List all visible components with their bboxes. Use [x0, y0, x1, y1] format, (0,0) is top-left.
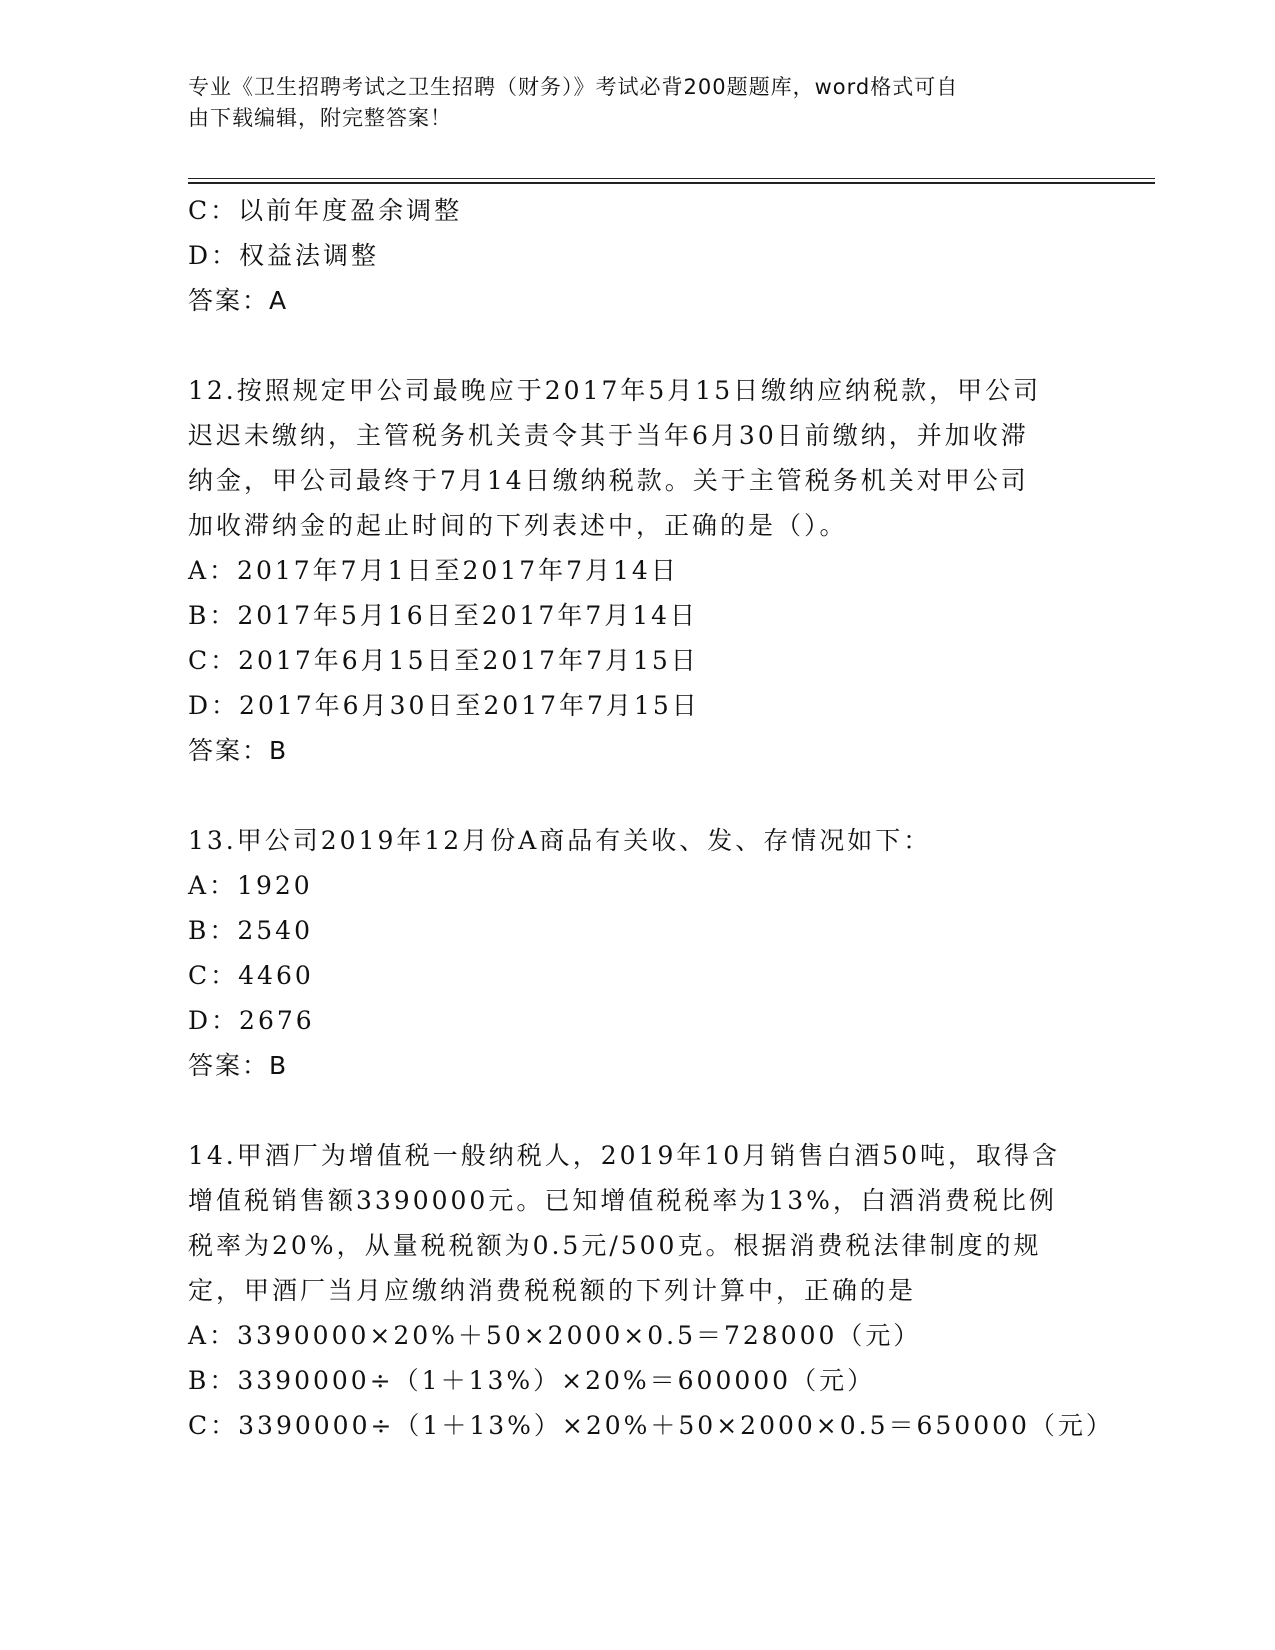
question-stem-line: 税率为20%，从量税税额为0.5元/500克。根据消费税法律制度的规: [188, 1231, 1042, 1260]
option-d: D：2676: [188, 1006, 315, 1035]
spacer: [188, 323, 1088, 368]
option-c: C：3390000÷（1＋13%）×20%＋50×2000×0.5＝650000（元）: [188, 1411, 1114, 1440]
question-13: [188, 818, 1088, 1088]
option-c: C：2017年6月15日至2017年7月15日: [188, 646, 699, 675]
answer-line: 答案：A: [188, 286, 289, 315]
spacer: [188, 1088, 1088, 1133]
option-c: C：以前年度盈余调整: [188, 196, 463, 225]
document-body: [188, 188, 1114, 1448]
option-b: B：2540: [188, 916, 313, 945]
header-line-1: 专业《卫生招聘考试之卫生招聘（财务）》考试必背200题题库，word格式可自: [188, 75, 959, 99]
question-stem-line: 定，甲酒厂当月应缴纳消费税税额的下列计算中，正确的是: [188, 1276, 917, 1305]
answer-line: 答案：B: [188, 1051, 289, 1080]
option-d: D：2017年6月30日至2017年7月15日: [188, 691, 700, 720]
option-a: A：1920: [188, 871, 313, 900]
question-14: [188, 1133, 1114, 1448]
option-d: D：权益法调整: [188, 241, 380, 270]
question-stem-line: 加收滞纳金的起止时间的下列表述中，正确的是（）。: [188, 511, 848, 540]
header-line-2: 由下载编辑，附完整答案！: [188, 106, 452, 130]
spacer: [188, 773, 1088, 818]
question-stem-line: 迟迟未缴纳，主管税务机关责令其于当年6月30日前缴纳，并加收滞: [188, 421, 1029, 450]
page-header: [188, 72, 1068, 134]
question-stem-line: 14.甲酒厂为增值税一般纳税人，2019年10月销售白酒50吨，取得含: [188, 1141, 1061, 1170]
question-stem-line: 增值税销售额3390000元。已知增值税税率为13%，白酒消费税比例: [188, 1186, 1057, 1215]
option-b: B：3390000÷（1＋13%）×20%＝600000（元）: [188, 1366, 876, 1395]
answer-line: 答案：B: [188, 736, 289, 765]
question-12: [188, 368, 1088, 773]
header-divider-thick: [188, 182, 1155, 184]
header-divider-thin: [188, 178, 1155, 179]
option-b: B：2017年5月16日至2017年7月14日: [188, 601, 699, 630]
option-a: A：2017年7月1日至2017年7月14日: [188, 556, 679, 585]
question-stem-line: 13.甲公司2019年12月份A商品有关收、发、存情况如下：: [188, 826, 932, 855]
question-stem-line: 12.按照规定甲公司最晚应于2017年5月15日缴纳应纳税款，甲公司: [188, 376, 1042, 405]
option-c: C：4460: [188, 961, 314, 990]
option-a: A：3390000×20%＋50×2000×0.5＝728000（元）: [188, 1321, 922, 1350]
question-stem-line: 纳金，甲公司最终于7月14日缴纳税款。关于主管税务机关对甲公司: [188, 466, 1029, 495]
